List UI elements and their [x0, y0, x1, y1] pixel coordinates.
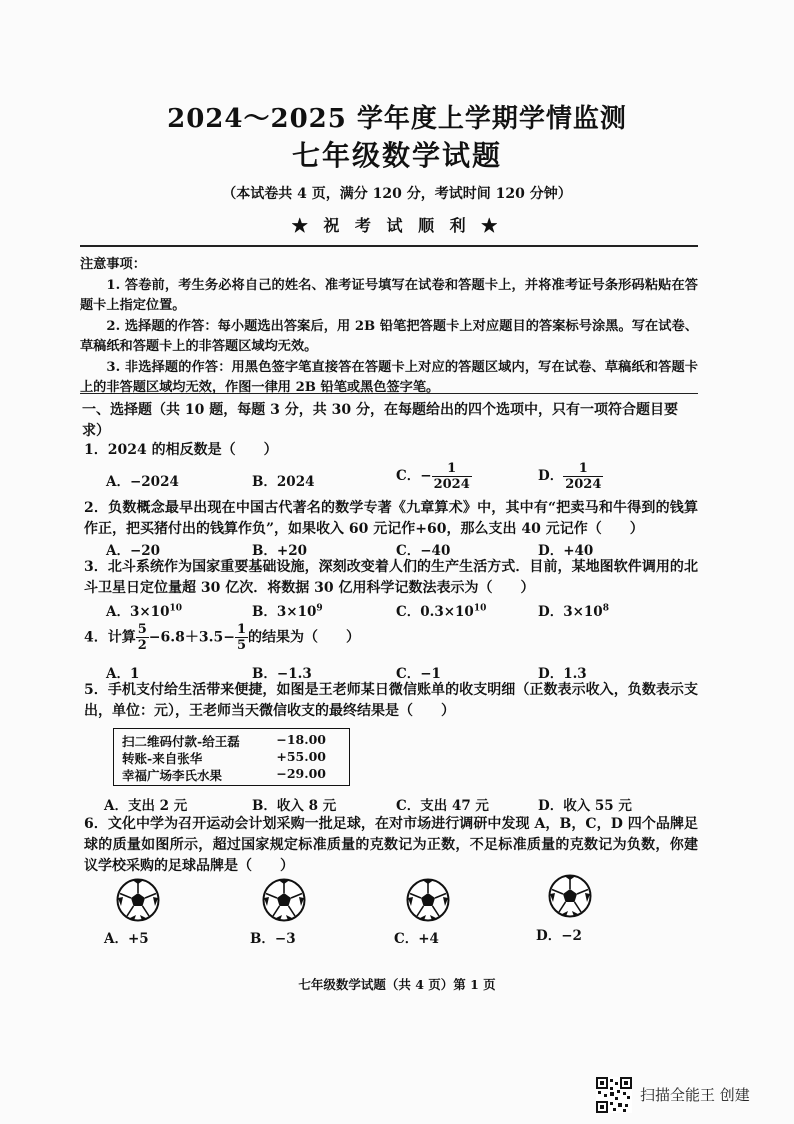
page-footer: 七年级数学试题（共 4 页）第 1 页: [298, 977, 496, 992]
question-4-option-d: D．1.3: [538, 666, 587, 682]
fraction-numerator: 5: [137, 622, 147, 637]
question-6-stem: 6．文化中学为召开运动会计划采购一批足球，在对市场进行调研中发现 A，B，C，D 四个品牌足球的质量如图所示，超过国家规定标准质量的克数记为正数，不足标准质量的克数记为负数，你建议学校采购的足球品牌是（ ）: [84, 816, 698, 874]
fraction: [432, 461, 472, 492]
option-exponent: 10: [473, 603, 487, 614]
question-1-option-c: [396, 461, 472, 492]
option-exponent: 8: [602, 603, 609, 614]
header-divider: [80, 245, 698, 247]
question-3-option-a: [106, 600, 182, 620]
question-3-option-b: [252, 600, 323, 620]
option-exponent: 10: [169, 603, 182, 614]
bill-row-label: 扫二维码付款-给王磊: [122, 734, 240, 749]
option-base: C．0.3×10: [396, 604, 474, 620]
question-6-option-b: B．−3: [250, 931, 296, 947]
q4-middle: −6.8＋3.5−: [148, 629, 235, 646]
fraction-numerator: 1: [432, 461, 472, 477]
question-2-option-d: D．+40: [538, 543, 594, 559]
soccer-ball-b-icon: [262, 878, 306, 922]
fraction-denominator: 2024: [433, 477, 470, 492]
exam-subtitle: （本试卷共 4 页，满分 120 分，考试时间 120 分钟）: [222, 186, 572, 202]
question-3-stem: 3．北斗系统作为国家重要基础设施，深刻改变着人们的生产生活方式．目前，某地图软件调用的北斗卫星日定位量超 30 亿次．将数据 30 亿用科学记数法表示为（ ）: [84, 559, 698, 596]
question-5-option-d: D．收入 55 元: [538, 798, 632, 814]
bill-row-label: 幸福广场李氏水果: [122, 768, 223, 783]
soccer-ball-a-icon: [116, 878, 160, 922]
exam-title-line2: 七年级数学试题: [291, 139, 502, 172]
fraction-numerator: 1: [236, 622, 247, 637]
section-heading: 一、选择题（共 10 题，每题 3 分，共 30 分，在每题给出的四个选项中，只有一项符合题目要求）: [82, 402, 678, 439]
bill-row-amount: −29.00: [276, 766, 326, 781]
soccer-ball-d-icon: [548, 874, 592, 918]
wechat-bill-table: [113, 728, 350, 786]
question-2-option-c: C．−40: [396, 543, 451, 559]
question-2-stem: 2．负数概念最早出现在中国古代著名的数学专著《九章算术》中，其中有“把卖马和牛得到的钱算作正，把买猪付出的钱算作负”，如果收入 60 元记作+60，那么支出 40 元记作（ ）: [84, 500, 698, 537]
question-4-option-b: B．−1.3: [252, 666, 312, 682]
question-3-option-d: [538, 600, 609, 620]
question-6-option-d: D．−2: [536, 928, 582, 944]
question-2-option-a: A．−20: [106, 543, 161, 559]
fraction-denominator: 2024: [565, 477, 602, 492]
exam-title-line1: 2024～2025 学年度上学期学情监测: [167, 104, 627, 134]
option-base: D．3×10: [538, 604, 603, 620]
option-base: B．3×10: [252, 604, 317, 620]
option-d-prefix: D．: [538, 468, 564, 484]
option-base: A．3×10: [106, 604, 170, 620]
question-4-option-a: A．1: [106, 666, 140, 682]
notes-block: [80, 255, 698, 399]
notes-heading: 注意事项：: [80, 257, 146, 272]
question-1-option-d: [538, 461, 603, 492]
fraction: [235, 622, 248, 653]
question-5-option-c: C．支出 47 元: [396, 798, 489, 814]
question-5-option-b: B．收入 8 元: [252, 798, 337, 814]
question-5-stem: 5．手机支付给生活带来便捷，如图是王老师某日微信账单的收支明细（正数表示收入，负数表示支出，单位：元），王老师当天微信收支的最终结果是（ ）: [84, 682, 698, 719]
option-c-prefix: C．−: [396, 468, 432, 484]
fraction-denominator: 2: [137, 638, 147, 653]
question-4-option-c: C．−1: [396, 666, 441, 682]
bill-row: [122, 766, 342, 783]
q4-suffix: 的结果为（ ）: [248, 629, 361, 646]
bill-row: [122, 732, 342, 749]
notes-item-1: 1. 答卷前，考生务必将自己的姓名、准考证号填写在试卷和答题卡上，并将准考证号条形码粘贴在答题卡上指定位置。: [80, 277, 698, 313]
question-6-option-c: C．+4: [394, 931, 439, 947]
bill-row-label: 转账-来自张华: [122, 751, 203, 766]
soccer-ball-c-icon: [406, 878, 450, 922]
question-2-option-b: B．+20: [252, 543, 308, 559]
blessing-line: ★ 祝 考 试 顺 利 ★: [291, 216, 503, 235]
fraction: [563, 461, 603, 492]
fraction: [136, 622, 149, 653]
question-5-option-a: A．支出 2 元: [104, 798, 188, 814]
notes-item-2: 2. 选择题的作答：每小题选出答案后，用 2B 铅笔把答题卡上对应题目的答案标号涂黑。写在试卷、草稿纸和答题卡上的非答题区域均无效。: [80, 318, 698, 354]
question-1-option-b: B．2024: [252, 474, 315, 490]
option-exponent: 9: [316, 603, 323, 614]
fraction-numerator: 1: [563, 461, 603, 477]
scanner-watermark: 扫描全能王 创建: [640, 1086, 750, 1104]
bill-row: [122, 749, 342, 766]
question-1-stem: 1．2024 的相反数是（ ）: [84, 442, 278, 458]
notes-divider: [80, 393, 698, 394]
fraction-denominator: 5: [236, 638, 247, 653]
question-3-option-c: [396, 600, 486, 620]
question-4-stem: [84, 622, 698, 653]
question-1-option-a: A．−2024: [106, 474, 179, 490]
q4-prefix: 4．计算: [84, 629, 136, 646]
qr-code-icon: [596, 1077, 632, 1113]
bill-row-amount: −18.00: [276, 732, 326, 747]
question-6-option-a: A．+5: [104, 931, 149, 947]
notes-item-3: 3. 非选择题的作答：用黑色签字笔直接答在答题卡上对应的答题区域内，写在试卷、草稿纸和答题卡上的非答题区域均无效，作图一律用 2B 铅笔或黑色签字笔。: [80, 359, 698, 395]
bill-row-amount: +55.00: [276, 749, 326, 764]
